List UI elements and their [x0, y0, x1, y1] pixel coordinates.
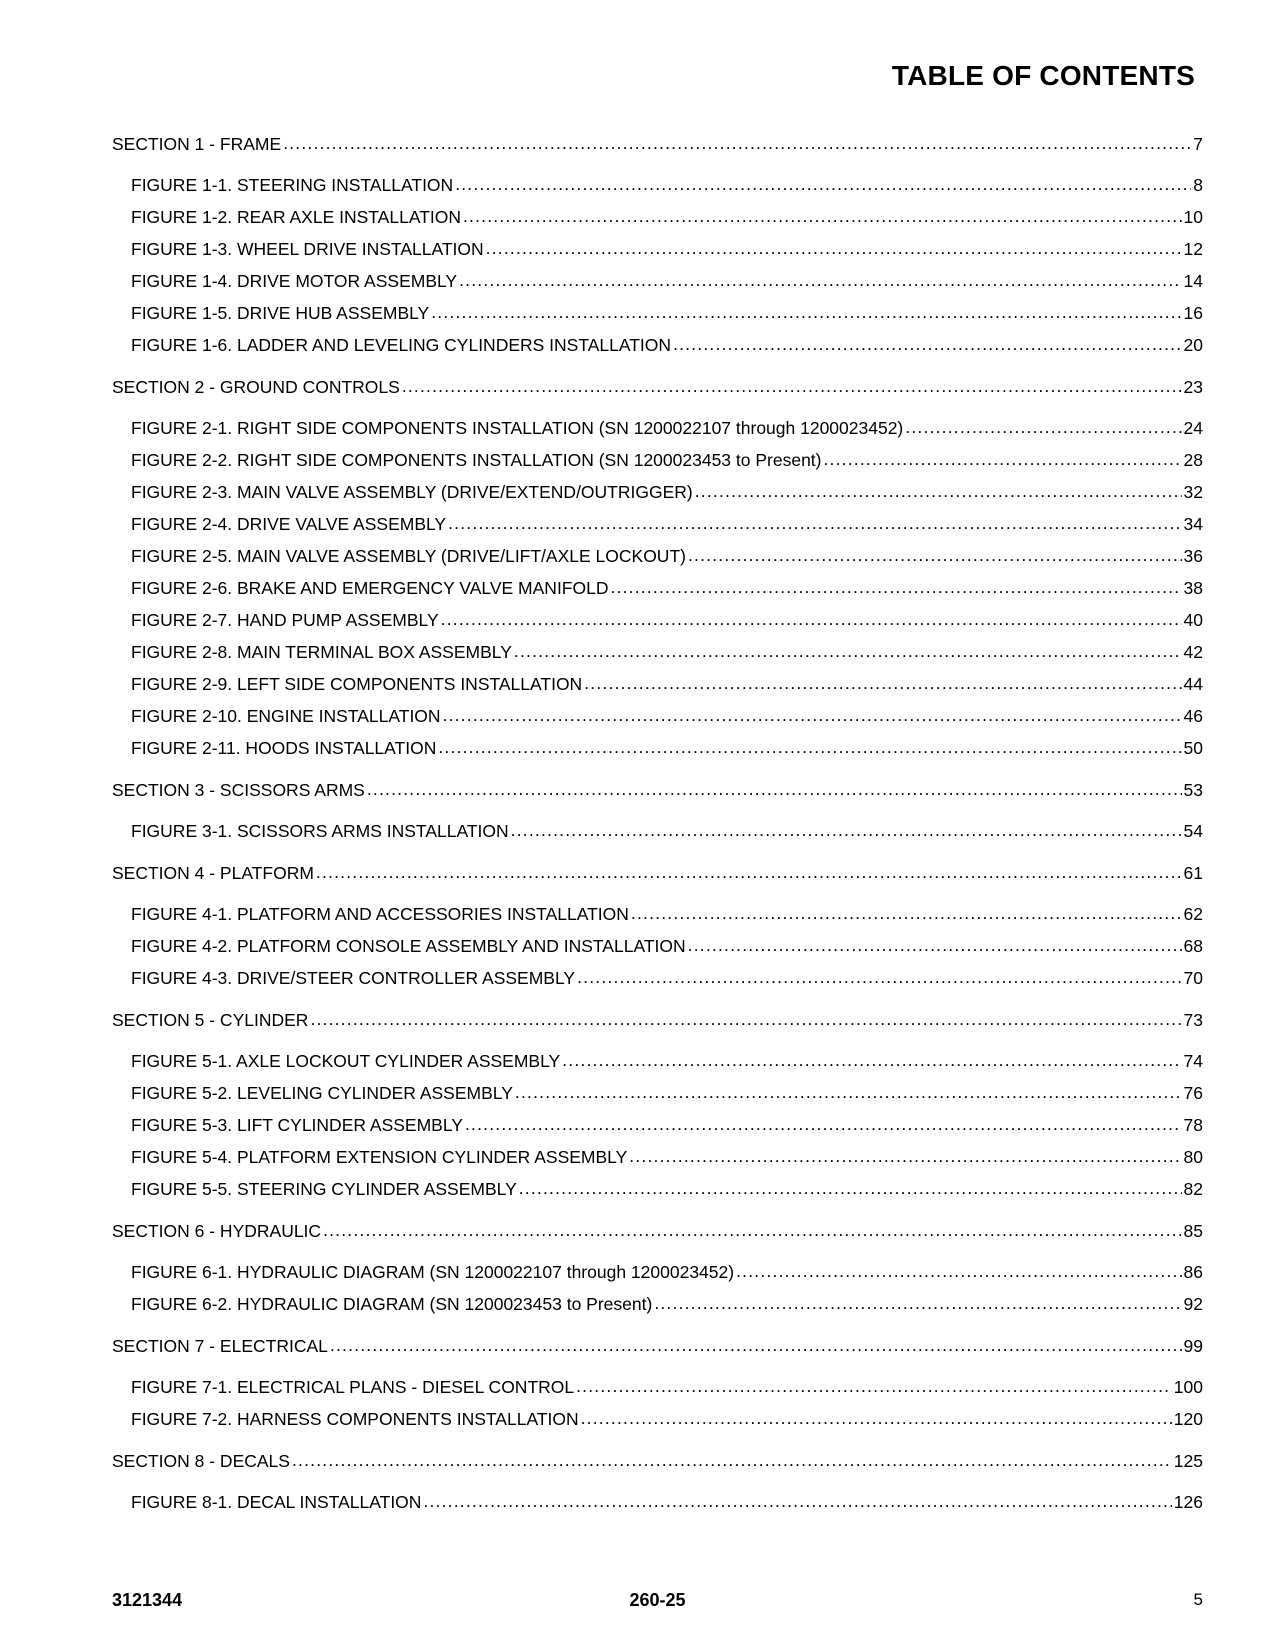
entry-page-number: 125: [1173, 1451, 1203, 1471]
entry-page-number: 34: [1183, 514, 1203, 534]
entry-page-number: 61: [1183, 863, 1203, 883]
entry-label: FIGURE 2-6. BRAKE AND EMERGENCY VALVE MANIFOLD: [131, 578, 609, 598]
entry-label: FIGURE 1-4. DRIVE MOTOR ASSEMBLY: [131, 271, 458, 291]
dot-leader: [402, 375, 1182, 397]
entry-page-number: 24: [1183, 418, 1203, 438]
dot-leader: [431, 301, 1181, 323]
entry-label: SECTION 3 - SCISSORS ARMS: [112, 780, 365, 800]
entry-page-number: 16: [1183, 303, 1203, 323]
dot-leader: [629, 1145, 1181, 1167]
dot-leader: [465, 1113, 1182, 1135]
dot-leader: [562, 1049, 1181, 1071]
entry-page-number: 54: [1183, 821, 1203, 841]
entry-page-number: 120: [1173, 1409, 1203, 1429]
entry-page-number: 73: [1183, 1010, 1203, 1030]
entry-page-number: 78: [1183, 1115, 1203, 1135]
entry-label: SECTION 1 - FRAME: [112, 134, 282, 154]
entry-label: SECTION 2 - GROUND CONTROLS: [112, 377, 400, 397]
toc-figure-entry[interactable]: [112, 417, 1203, 439]
dot-leader: [584, 672, 1181, 694]
toc-figure-entry[interactable]: [112, 334, 1203, 356]
toc-figure-entry[interactable]: [112, 1491, 1203, 1513]
entry-page-number: 36: [1183, 546, 1203, 566]
toc-figure-list: [112, 1491, 1203, 1513]
dot-leader: [463, 205, 1182, 227]
toc-section-entry[interactable]: [112, 133, 1203, 155]
dot-leader: [367, 778, 1182, 800]
entry-page-number: 20: [1183, 335, 1203, 355]
entry-page-number: 82: [1183, 1179, 1203, 1199]
dot-leader: [695, 480, 1182, 502]
entry-label: FIGURE 2-11. HOODS INSTALLATION: [131, 738, 437, 758]
entry-page-number: 42: [1183, 642, 1203, 662]
toc-section-entry[interactable]: [112, 779, 1203, 801]
entry-label: FIGURE 5-5. STEERING CYLINDER ASSEMBLY: [131, 1179, 517, 1199]
entry-label: FIGURE 7-2. HARNESS COMPONENTS INSTALLATION: [131, 1409, 579, 1429]
entry-label: FIGURE 2-5. MAIN VALVE ASSEMBLY (DRIVE/LIFT/AXLE LOCKOUT): [131, 546, 686, 566]
toc-figure-list: [112, 1376, 1203, 1430]
dot-leader: [323, 1219, 1181, 1241]
dot-leader: [688, 544, 1182, 566]
entry-label: SECTION 8 - DECALS: [112, 1451, 290, 1471]
entry-label: FIGURE 2-1. RIGHT SIDE COMPONENTS INSTALLATION (SN 1200022107 through 1200023452): [131, 418, 904, 438]
dot-leader: [576, 1375, 1172, 1397]
dot-leader: [486, 237, 1182, 259]
entry-label: FIGURE 4-1. PLATFORM AND ACCESSORIES INSTALLATION: [131, 904, 629, 924]
toc-section-entry[interactable]: [112, 1220, 1203, 1242]
entry-page-number: 99: [1183, 1336, 1203, 1356]
dot-leader: [905, 416, 1181, 438]
toc-figure-entry[interactable]: [112, 545, 1203, 567]
dot-leader: [423, 1490, 1171, 1512]
dot-leader: [610, 576, 1181, 598]
toc-figure-entry[interactable]: [112, 1114, 1203, 1136]
dot-leader: [448, 512, 1181, 534]
dot-leader: [824, 448, 1182, 470]
entry-label: FIGURE 2-7. HAND PUMP ASSEMBLY: [131, 610, 439, 630]
entry-label: FIGURE 5-1. AXLE LOCKOUT CYLINDER ASSEMBLY: [131, 1051, 561, 1071]
entry-label: FIGURE 2-8. MAIN TERMINAL BOX ASSEMBLY: [131, 642, 512, 662]
entry-page-number: 28: [1183, 450, 1203, 470]
entry-page-number: 46: [1183, 706, 1203, 726]
entry-label: FIGURE 2-10. ENGINE INSTALLATION: [131, 706, 441, 726]
footer-doc-number: 3121344: [112, 1590, 183, 1610]
entry-label: SECTION 6 - HYDRAULIC: [112, 1221, 322, 1241]
entry-page-number: 8: [1193, 175, 1203, 195]
dot-leader: [310, 1008, 1181, 1030]
toc-figure-entry[interactable]: [112, 206, 1203, 228]
page-footer: [112, 1590, 1203, 1616]
toc-figure-entry[interactable]: [112, 513, 1203, 535]
dot-leader: [581, 1407, 1172, 1429]
entry-label: FIGURE 1-1. STEERING INSTALLATION: [131, 175, 454, 195]
dot-leader: [736, 1260, 1181, 1282]
toc-figure-list: [112, 174, 1203, 356]
entry-label: FIGURE 1-3. WHEEL DRIVE INSTALLATION: [131, 239, 484, 259]
toc-section-entry[interactable]: [112, 1009, 1203, 1031]
page-title: TABLE OF CONTENTS: [891, 60, 1195, 91]
dot-leader: [654, 1292, 1181, 1314]
toc-figure-entry[interactable]: [112, 705, 1203, 727]
entry-label: FIGURE 2-4. DRIVE VALVE ASSEMBLY: [131, 514, 447, 534]
toc-figure-entry[interactable]: [112, 1261, 1203, 1283]
entry-page-number: 62: [1183, 904, 1203, 924]
dot-leader: [441, 608, 1182, 630]
toc-figure-entry[interactable]: [112, 174, 1203, 196]
toc-figure-entry[interactable]: [112, 1146, 1203, 1168]
entry-label: FIGURE 5-3. LIFT CYLINDER ASSEMBLY: [131, 1115, 463, 1135]
entry-page-number: 14: [1183, 271, 1203, 291]
entry-page-number: 74: [1183, 1051, 1203, 1071]
dot-leader: [577, 966, 1181, 988]
toc-section-entry[interactable]: [112, 376, 1203, 398]
toc-figure-entry[interactable]: [112, 935, 1203, 957]
entry-label: FIGURE 1-2. REAR AXLE INSTALLATION: [131, 207, 461, 227]
entry-label: FIGURE 6-2. HYDRAULIC DIAGRAM (SN 1200023453 to Present): [131, 1294, 653, 1314]
entry-label: FIGURE 7-1. ELECTRICAL PLANS - DIESEL CONTROL: [131, 1377, 575, 1397]
dot-leader: [330, 1334, 1182, 1356]
entry-page-number: 92: [1183, 1294, 1203, 1314]
toc-figure-entry[interactable]: [112, 641, 1203, 663]
entry-label: SECTION 5 - CYLINDER: [112, 1010, 309, 1030]
entry-page-number: 44: [1183, 674, 1203, 694]
entry-label: FIGURE 2-9. LEFT SIDE COMPONENTS INSTALLATION: [131, 674, 583, 694]
entry-page-number: 126: [1173, 1492, 1203, 1512]
toc-figure-entry[interactable]: [112, 1178, 1203, 1200]
entry-label: FIGURE 1-6. LADDER AND LEVELING CYLINDERS INSTALLATION: [131, 335, 672, 355]
toc-figure-entry[interactable]: [112, 737, 1203, 759]
toc-figure-entry[interactable]: [112, 577, 1203, 599]
toc-figure-entry[interactable]: [112, 820, 1203, 842]
entry-page-number: 40: [1183, 610, 1203, 630]
dot-leader: [631, 902, 1182, 924]
dot-leader: [515, 1081, 1182, 1103]
toc-figure-entry[interactable]: [112, 1082, 1203, 1104]
entry-page-number: 70: [1183, 968, 1203, 988]
toc-figure-entry[interactable]: [112, 481, 1203, 503]
toc-figure-list: [112, 1261, 1203, 1315]
dot-leader: [511, 819, 1182, 841]
entry-page-number: 23: [1183, 377, 1203, 397]
entry-page-number: 80: [1183, 1147, 1203, 1167]
dot-leader: [292, 1449, 1172, 1471]
entry-label: FIGURE 5-2. LEVELING CYLINDER ASSEMBLY: [131, 1083, 513, 1103]
toc-figure-list: [112, 903, 1203, 989]
entry-page-number: 53: [1183, 780, 1203, 800]
entry-page-number: 85: [1183, 1221, 1203, 1241]
toc-figure-list: [112, 1050, 1203, 1200]
entry-page-number: 10: [1183, 207, 1203, 227]
toc-figure-entry[interactable]: [112, 1050, 1203, 1072]
toc-figure-list: [112, 820, 1203, 842]
dot-leader: [316, 861, 1182, 883]
toc-list: [112, 133, 1203, 1533]
footer-model: 260-25: [629, 1590, 686, 1610]
entry-page-number: 100: [1173, 1377, 1203, 1397]
entry-label: FIGURE 2-2. RIGHT SIDE COMPONENTS INSTALLATION (SN 1200023453 to Present): [131, 450, 822, 470]
toc-figure-entry[interactable]: [112, 1376, 1203, 1398]
entry-page-number: 32: [1183, 482, 1203, 502]
dot-leader: [519, 1177, 1182, 1199]
entry-page-number: 7: [1193, 134, 1203, 154]
entry-label: FIGURE 6-1. HYDRAULIC DIAGRAM (SN 1200022107 through 1200023452): [131, 1262, 735, 1282]
entry-label: FIGURE 4-3. DRIVE/STEER CONTROLLER ASSEMBLY: [131, 968, 576, 988]
entry-page-number: 38: [1183, 578, 1203, 598]
toc-section-entry[interactable]: [112, 1335, 1203, 1357]
dot-leader: [514, 640, 1182, 662]
toc-figure-entry[interactable]: [112, 1408, 1203, 1430]
toc-figure-entry[interactable]: [112, 967, 1203, 989]
toc-figure-entry[interactable]: [112, 270, 1203, 292]
toc-figure-entry[interactable]: [112, 609, 1203, 631]
toc-section-entry[interactable]: [112, 1450, 1203, 1472]
entry-label: FIGURE 1-5. DRIVE HUB ASSEMBLY: [131, 303, 430, 323]
toc-figure-entry[interactable]: [112, 673, 1203, 695]
toc-figure-list: [112, 417, 1203, 759]
dot-leader: [688, 934, 1182, 956]
entry-label: SECTION 4 - PLATFORM: [112, 863, 314, 883]
dot-leader: [459, 269, 1181, 291]
entry-label: FIGURE 4-2. PLATFORM CONSOLE ASSEMBLY AND INSTALLATION: [131, 936, 686, 956]
entry-page-number: 68: [1183, 936, 1203, 956]
dot-leader: [283, 132, 1191, 154]
dot-leader: [443, 704, 1182, 726]
entry-page-number: 86: [1183, 1262, 1203, 1282]
toc-figure-entry[interactable]: [112, 449, 1203, 471]
toc-section-entry[interactable]: [112, 862, 1203, 884]
dot-leader: [455, 173, 1191, 195]
toc-figure-entry[interactable]: [112, 1293, 1203, 1315]
entry-label: SECTION 7 - ELECTRICAL: [112, 1336, 328, 1356]
entry-label: FIGURE 2-3. MAIN VALVE ASSEMBLY (DRIVE/EXTEND/OUTRIGGER): [131, 482, 693, 502]
entry-page-number: 76: [1183, 1083, 1203, 1103]
toc-figure-entry[interactable]: [112, 302, 1203, 324]
dot-leader: [673, 333, 1181, 355]
toc-figure-entry[interactable]: [112, 903, 1203, 925]
footer-page-number: 5: [1193, 1590, 1203, 1609]
entry-page-number: 50: [1183, 738, 1203, 758]
toc-figure-entry[interactable]: [112, 238, 1203, 260]
entry-label: FIGURE 8-1. DECAL INSTALLATION: [131, 1492, 422, 1512]
entry-label: FIGURE 5-4. PLATFORM EXTENSION CYLINDER ASSEMBLY: [131, 1147, 628, 1167]
entry-label: FIGURE 3-1. SCISSORS ARMS INSTALLATION: [131, 821, 509, 841]
dot-leader: [438, 736, 1181, 758]
entry-page-number: 12: [1183, 239, 1203, 259]
